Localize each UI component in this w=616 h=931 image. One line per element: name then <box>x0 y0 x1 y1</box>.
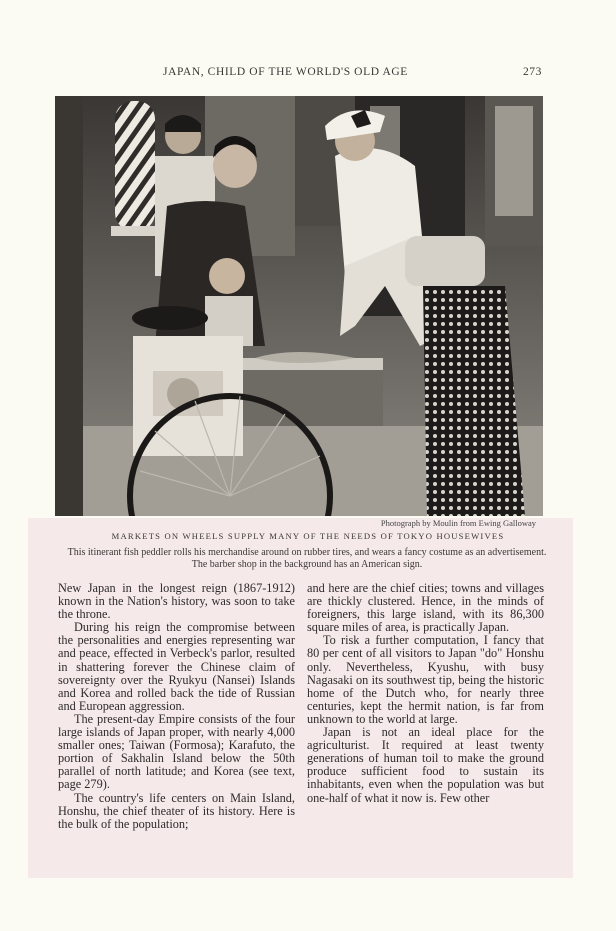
caption-text: This itinerant fish peddler rolls his merchandise around on rubber tires, and wears a fancy costume as an advertisement. The barber shop in the background has an American sign. <box>67 547 547 570</box>
paragraph: During his reign the compromise between the personalities and energies representing war and peace, effected in Verbeck's parlor, resulted in shattering forever the Chinese claim of sovereignty over the Ryukyu (Nansei) Islands and Korea and rolled back the tide of Russian and European aggression. <box>58 620 295 713</box>
running-title: JAPAN, CHILD OF THE WORLD'S OLD AGE <box>163 66 408 78</box>
right-column <box>307 582 544 805</box>
paragraph: and here are the chief cities; towns and villages are thickly clustered. Hence, in the minds of foreigners, this large island, with its 86,300 square miles of area, is practically Japan. <box>307 581 544 635</box>
photograph <box>55 96 543 516</box>
paragraph: To risk a further computation, I fancy that 80 per cent of all visitors to Japan "do" Honshu only. Nevertheless, Kyushu, with busy Nagasaki on its southwest tip, being the historic home of the Dutch who, for nearly three centuries, kept the hermit nation, is far from unknown to the world at large. <box>307 633 544 726</box>
paragraph: Japan is not an ideal place for the agriculturist. It required at least twenty generations of human toil to make the ground produce sufficient food to sustain its inhabitants, even when the population was but one-half of what it now is. Few other <box>307 725 544 805</box>
left-column <box>58 582 295 831</box>
photo-illustration <box>55 96 543 516</box>
caption-title: MARKETS ON WHEELS SUPPLY MANY OF THE NEEDS OF TOKYO HOUSEWIVES <box>111 531 505 541</box>
photo-credit: Photograph by Moulin from Ewing Galloway <box>380 518 536 528</box>
paragraph: The present-day Empire consists of the four large islands of Japan proper, with nearly 4,000 smaller ones; Taiwan (Formosa); Karafuto, the portion of Sakhalin Island below the 50th parallel of north latitude; and Korea (see text, page 279). <box>58 711 295 792</box>
paragraph: New Japan in the longest reign (1867-1912) known in the Nation's history, was soon to take the throne. <box>58 581 295 622</box>
paragraph: The country's life centers on Main Island, Honshu, the chief theater of its history. Here is the bulk of the population; <box>58 790 295 831</box>
page-number: 273 <box>522 66 542 78</box>
